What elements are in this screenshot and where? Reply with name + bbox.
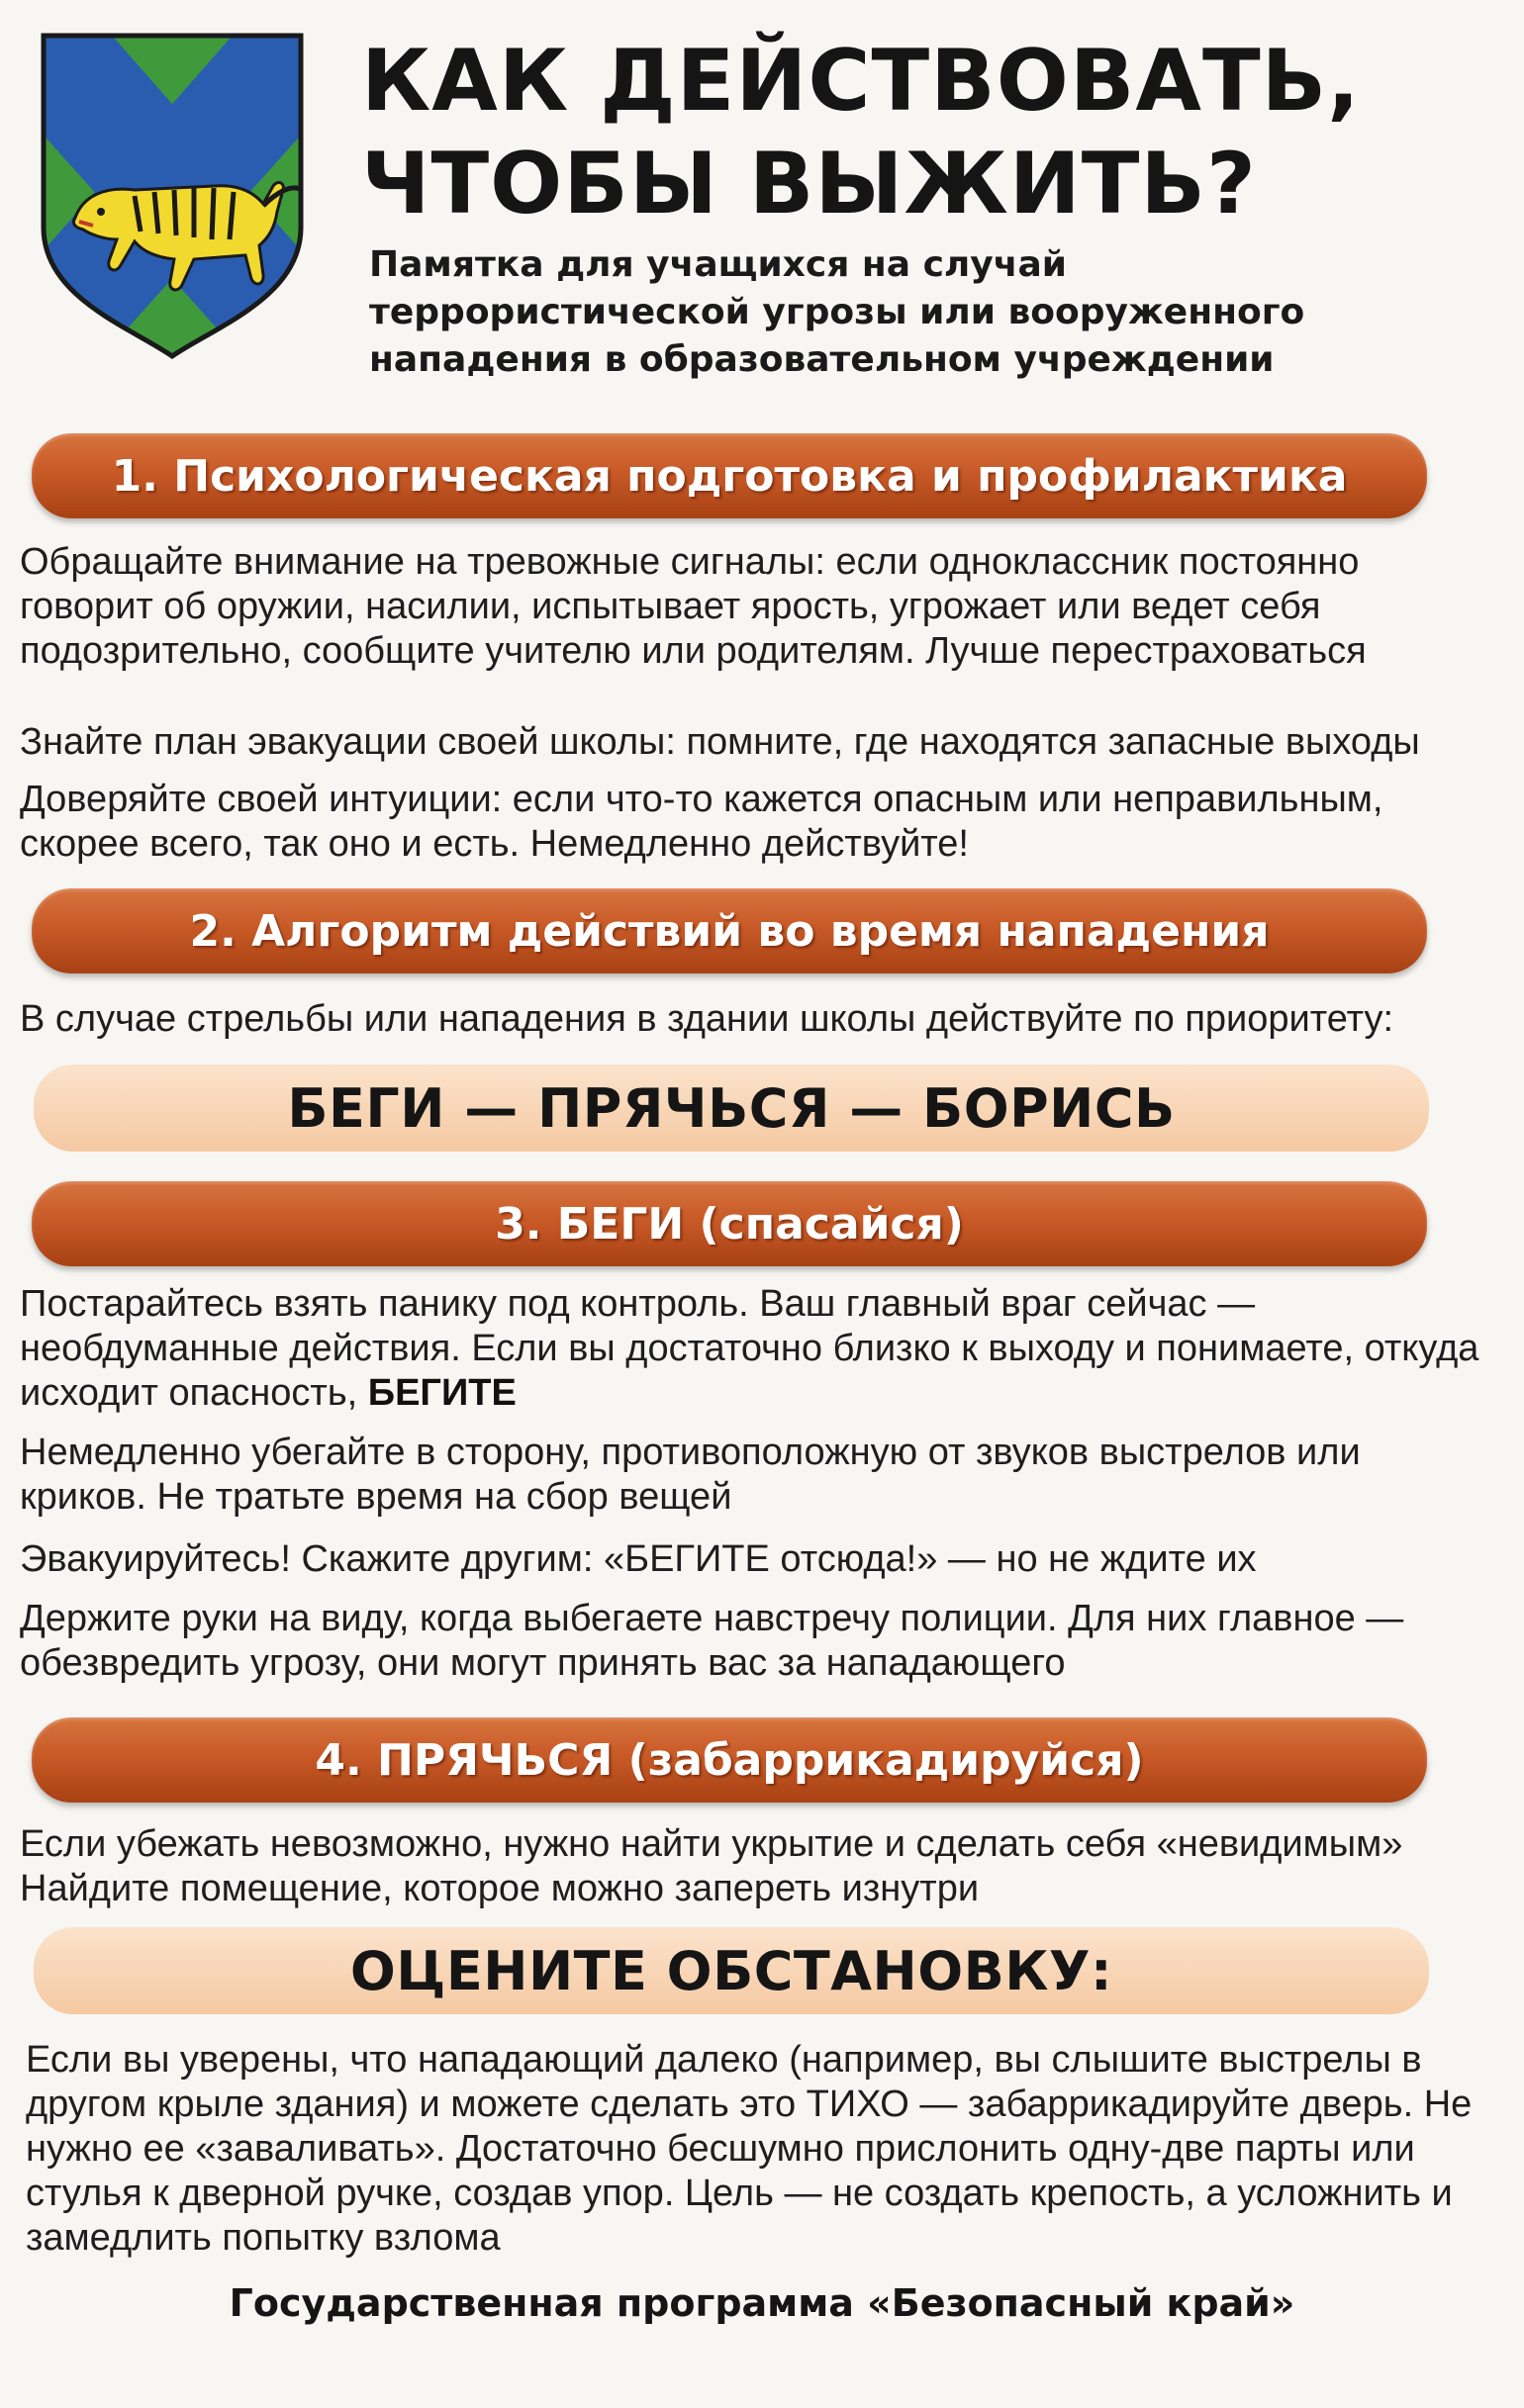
slogan-banner: БЕГИ — ПРЯЧЬСЯ — БОРИСЬ — [34, 1065, 1429, 1152]
coat-of-arms-tiger-icon — [38, 30, 307, 360]
section-2-header: 2. Алгоритм действий во время нападения — [32, 888, 1427, 973]
page-subtitle: Памятка для учащихся на случай террористической угрозы или вооруженного нападения в образовательном учреждении — [369, 244, 1305, 380]
title-line-1: КАК ДЕЙСТВОВАТЬ, — [361, 32, 1361, 131]
section-3-paragraph-2: Немедленно убегайте в сторону, противоположную от звуков выстрелов или криков. Не тратьте время на сбор вещей — [20, 1432, 1361, 1518]
run-emphasis: БЕГИТЕ — [367, 1372, 517, 1414]
page-title — [361, 30, 1499, 235]
title-line-2: ЧТОБЫ ВЫЖИТЬ? — [361, 135, 1257, 233]
section-4-paragraph-2: Если вы уверены, что нападающий далеко (например, вы слышите выстрелы в другом крыле здания) и можете сделать это ТИХО — забаррикадируйте дверь. Не нужно ее «заваливать». Достаточно бесшумно прислонить одну-две парты или стулья к дверной ручке, создав упор. Цель — не создать крепость, а усложнить и замедлить попытку взлома — [26, 2039, 1473, 2259]
section-4-paragraph-1: Если убежать невозможно, нужно найти укрытие и сделать себя «невидимым» Найдите помещение, которое можно запереть изнутри — [20, 1823, 1403, 1909]
assess-situation-banner: ОЦЕНИТЕ ОБСТАНОВКУ: — [34, 1927, 1429, 2014]
program-footer: Государственная программа «Безопасный край» — [229, 2281, 1295, 2325]
section-1-paragraph-1: Обращайте внимание на тревожные сигналы: если одноклассник постоянно говорит об оружии, насилии, испытывает ярость, угрожает или ведет себя подозрительно, сообщите учителю или родителям. Лучше перестраховаться — [20, 541, 1367, 672]
section-3-header: 3. БЕГИ (спасайся) — [32, 1181, 1427, 1266]
section-3-paragraph-1-text: Постарайтесь взять панику под контроль. Ваш главный враг сейчас — необдуманные действия. Если вы достаточно близко к выходу и понимаете, откуда исходит опасность, — [20, 1283, 1479, 1414]
section-1-paragraph-2: Знайте план эвакуации своей школы: помните, где находятся запасные выходы — [20, 721, 1420, 763]
section-1-paragraph-3: Доверяйте своей интуиции: если что-то кажется опасным или неправильным, скорее всего, так оно и есть. Немедленно действуйте! — [20, 779, 1383, 865]
section-3-paragraph-3: Эвакуируйтесь! Скажите другим: «БЕГИТЕ отсюда!» — но не ждите их — [20, 1538, 1257, 1580]
section-1-header: 1. Психологическая подготовка и профилактика — [32, 433, 1427, 518]
section-3-paragraph-4: Держите руки на виду, когда выбегаете навстречу полиции. Для них главное — обезвредить угрозу, они могут принять вас за нападающего — [20, 1598, 1404, 1684]
section-4-header: 4. ПРЯЧЬСЯ (забаррикадируйся) — [32, 1717, 1427, 1803]
section-3-paragraph-1 — [20, 1282, 1484, 1416]
section-2-paragraph-1: В случае стрельбы или нападения в здании школы действуйте по приоритету: — [20, 998, 1394, 1040]
